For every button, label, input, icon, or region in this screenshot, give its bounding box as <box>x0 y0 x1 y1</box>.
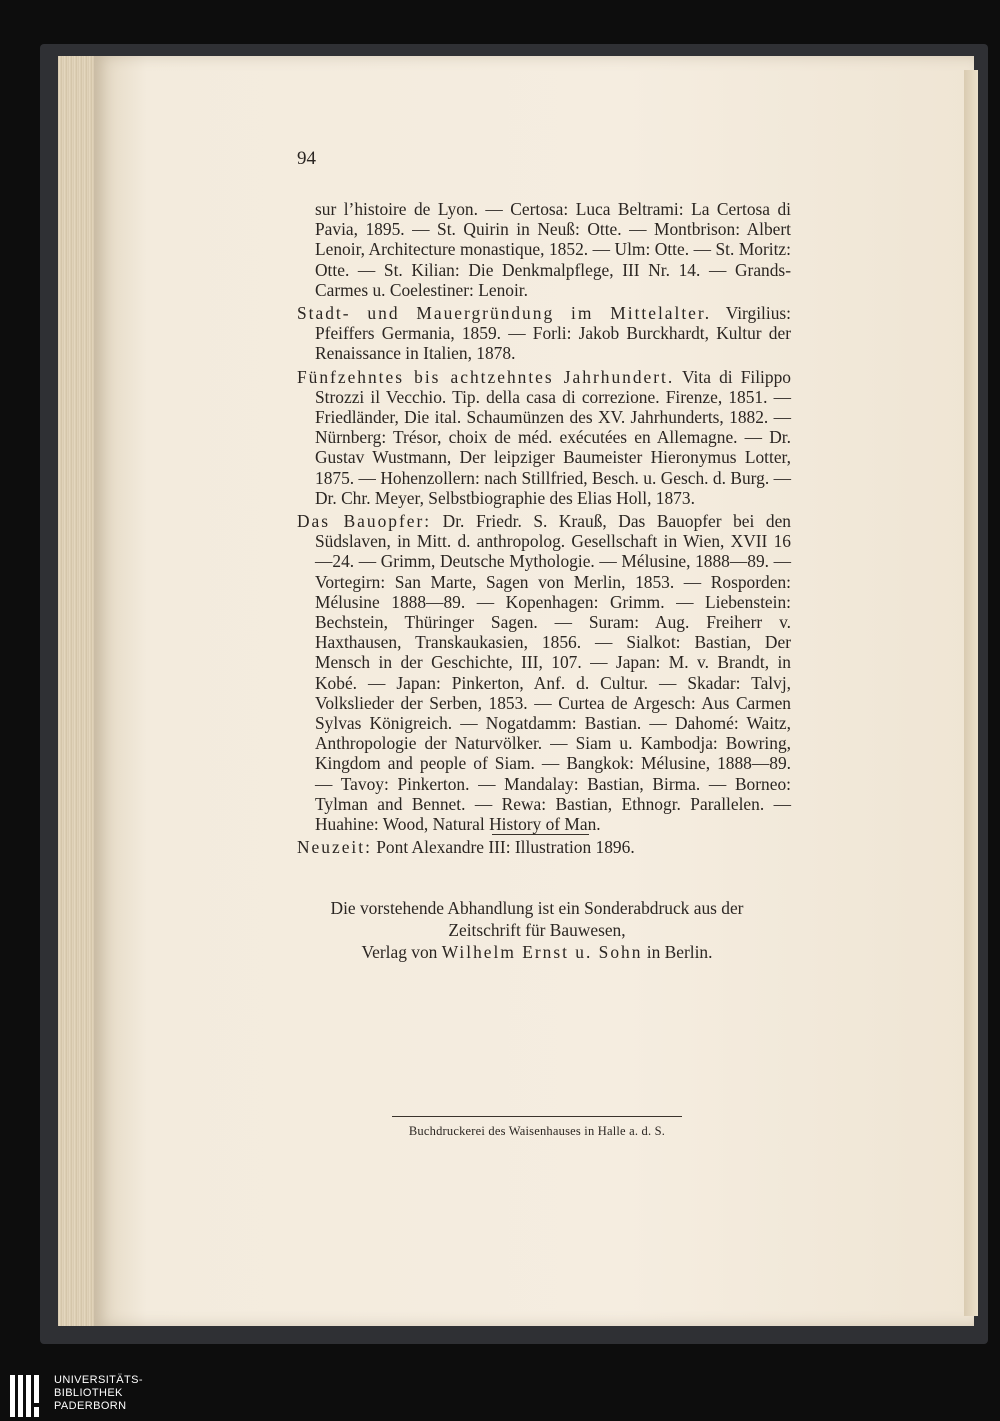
notice-prefix: Verlag von <box>361 942 438 962</box>
entry-heading: Fünfzehntes bis achtzehntes Jahrhundert. <box>297 366 675 387</box>
entry-heading: Stadt- und Mauergründung im Mittelalter. <box>297 303 712 324</box>
notice-line-2: Zeitschrift für Bauwesen, <box>448 920 626 940</box>
bibliography-entry <box>297 303 791 364</box>
logo-line-3: PADERBORN <box>54 1400 127 1412</box>
offprint-notice <box>300 897 774 963</box>
page-number: 94 <box>297 148 316 169</box>
footer-rule <box>392 1116 682 1117</box>
entry-text: Virgilius: Pfeiffers Germania, 1859. — Forli: Jakob Burckhardt, Kultur der Renaissance in Italien, 1878. <box>315 303 791 364</box>
bibliography-entry <box>297 837 791 857</box>
printer-imprint: Buchdruckerei des Waisenhauses in Halle a. d. S. <box>408 1124 666 1138</box>
notice-suffix: in Berlin. <box>646 942 713 962</box>
page-right-edge <box>964 70 978 1316</box>
library-logo-text <box>54 1374 143 1413</box>
page-edges <box>58 56 98 1326</box>
section-divider <box>492 834 589 835</box>
bibliography-entry <box>297 367 791 508</box>
notice-line-3 <box>300 941 774 963</box>
entry-text: Pont Alexandre III: Illustration 1896. <box>376 837 635 858</box>
logo-line-1: UNIVERSITÄTS- <box>54 1374 143 1386</box>
library-logo <box>0 1369 200 1421</box>
library-logo-icon <box>8 1373 48 1419</box>
bibliography-text <box>297 199 791 861</box>
entry-text: Vita di Filippo Strozzi il Vecchio. Tip. della casa di correzione. Firenze, 1851. — Friedländer, Die ital. Schaumünzen des XV. Jahrhunderts, 1882. — Nürnberg: Trésor, choix de méd. exécutées en Allemagne. — Dr. Gustav Wustmann, Der leipziger Baumeister Hieronymus Lotter, 1875. — Hohenzollern: nach Stillfried, Besch. u. Gesch. d. Burg. — Dr. Chr. Meyer, Selbstbiographie des Elias Holl, 1873. <box>315 366 791 508</box>
entry-text: Dr. Friedr. S. Krauß, Das Bauopfer bei den Südslaven, in Mitt. d. anthropolog. Gesellschaft in Wien, XVII 16—24. — Grimm, Deutsche Mythologie. — Mélusine, 1888—89. — Vortegirn: San Marte, Sagen von Merlin, 1853. — Rosporden: Mélusine 1888—89. — Kopenhagen: Grimm. — Liebenstein: Bechstein, Thüringer Sagen. — Suram: Aug. Freiherr v. Haxthausen, Transkaukasien, 1856. — Sialkot: Bastian, Der Mensch in der Geschichte, III, 107. — Japan: M. v. Brandt, in Kobé. — Japan: Pinkerton, Anf. d. Cultur. — Skadar: Talvj, Volkslieder der Serben, 1853. — Curtea de Argesch: Aus Carmen Sylvas Königreich. — Nogatdamm: Bastian. — Dahomé: Waitz, Anthropologie der Naturvölker. — Siam u. Kambodja: Bowring, Kingdom and people of Siam. — Bangkok: Mélusine, 1888—89. — Tavoy: Pinkerton. — Mandalay: Bastian, Birma. — Borneo: Tylman and Bennet. — Rewa: Bastian, Ethnogr. Parallelen. — Huahine: Wood, Natural History of Man. <box>315 511 791 835</box>
logo-line-2: BIBLIOTHEK <box>54 1387 123 1399</box>
bibliography-entry <box>297 511 791 834</box>
entry-heading: Neuzeit: <box>297 837 372 858</box>
entry-heading: Das Bauopfer: <box>297 511 432 532</box>
bibliography-entry-continuation <box>297 199 791 300</box>
notice-publisher: Wilhelm Ernst u. Sohn <box>441 942 643 962</box>
entry-text: sur l’histoire de Lyon. — Certosa: Luca Beltrami: La Certosa di Pavia, 1895. — St. Quirin in Neuß: Otte. — Montbrison: Albert Lenoir, Architecture monastique, 1852. — Ulm: Otte. — St. Moritz: Otte. — St. Kilian: Die Denkmalpflege, III Nr. 14. — Grands-Carmes u. Coelestiner: Lenoir. <box>315 199 791 300</box>
notice-line-1: Die vorstehende Abhandlung ist ein Sonderabdruck aus der <box>330 898 744 918</box>
